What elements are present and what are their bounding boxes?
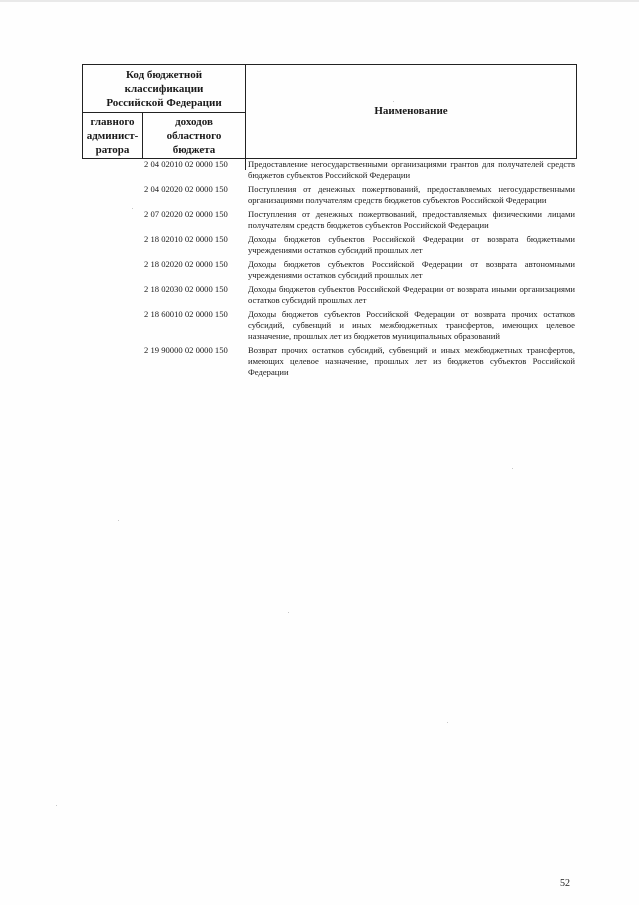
income-name: Поступления от денежных пожертвований, предоставляемых физическими лицами получателям средств бюджетов субъектов Российской Федерации [248, 209, 575, 230]
income-code: 2 18 60010 02 0000 150 [144, 309, 228, 319]
income-code: 2 19 90000 02 0000 150 [144, 345, 228, 355]
scan-speck [288, 612, 289, 613]
column-header-admin: главного админист- ратора [83, 113, 143, 158]
scan-speck [118, 520, 119, 521]
scan-speck [447, 722, 448, 723]
income-code: 2 18 02020 02 0000 150 [144, 259, 228, 269]
income-name: Доходы бюджетов субъектов Российской Федерации от возврата бюджетными учреждениями остатков субсидий прошлых лет [248, 234, 575, 255]
table-row [82, 309, 577, 342]
income-name: Доходы бюджетов субъектов Российской Федерации от возврата прочих остатков субсидий, субвенций и иных межбюджетных трансфертов, имеющих целевое назначение, прошлых лет из бюджетов муниципальных образований [248, 309, 575, 341]
column-header-name: Наименование [374, 105, 448, 117]
table-body [82, 159, 577, 381]
income-code: 2 04 02010 02 0000 150 [144, 159, 228, 169]
column-header-income: доходов областного бюджета [166, 116, 222, 156]
table-row [82, 345, 577, 378]
page-number: 52 [560, 878, 570, 889]
budget-code-title: Код бюджетной классификации Российской Федерации [83, 65, 245, 113]
income-name: Доходы бюджетов субъектов Российской Федерации от возврата иными организациями остатков субсидий прошлых лет [248, 284, 575, 305]
income-name: Поступления от денежных пожертвований, предоставляемых негосударственными организациями получателям средств бюджетов субъектов Российской Федерации [248, 184, 575, 205]
income-name: Предоставление негосударственными организациями грантов для получателей средств бюджетов субъектов Российской Федерации [248, 159, 575, 180]
scan-top-edge [0, 0, 639, 2]
scan-speck [56, 805, 57, 806]
scan-speck [512, 468, 513, 469]
table-row [82, 259, 577, 281]
income-code: 2 07 02020 02 0000 150 [144, 209, 228, 219]
table-row [82, 234, 577, 256]
table-header [82, 64, 577, 159]
budget-code-header [83, 65, 246, 158]
table-row [82, 184, 577, 206]
income-code: 2 18 02010 02 0000 150 [144, 234, 228, 244]
table-row [82, 284, 577, 306]
table-row [82, 159, 577, 181]
income-name: Возврат прочих остатков субсидий, субвенций и иных межбюджетных трансфертов, имеющих целевое назначение, прошлых лет из бюджетов субъектов Российской Федерации [248, 345, 575, 377]
income-code: 2 04 02020 02 0000 150 [144, 184, 228, 194]
scan-speck [393, 101, 394, 102]
scan-speck [132, 208, 133, 209]
income-code: 2 18 02030 02 0000 150 [144, 284, 228, 294]
income-name: Доходы бюджетов субъектов Российской Федерации от возврата автономными учреждениями остатков субсидий прошлых лет [248, 259, 575, 280]
table-row [82, 209, 577, 231]
